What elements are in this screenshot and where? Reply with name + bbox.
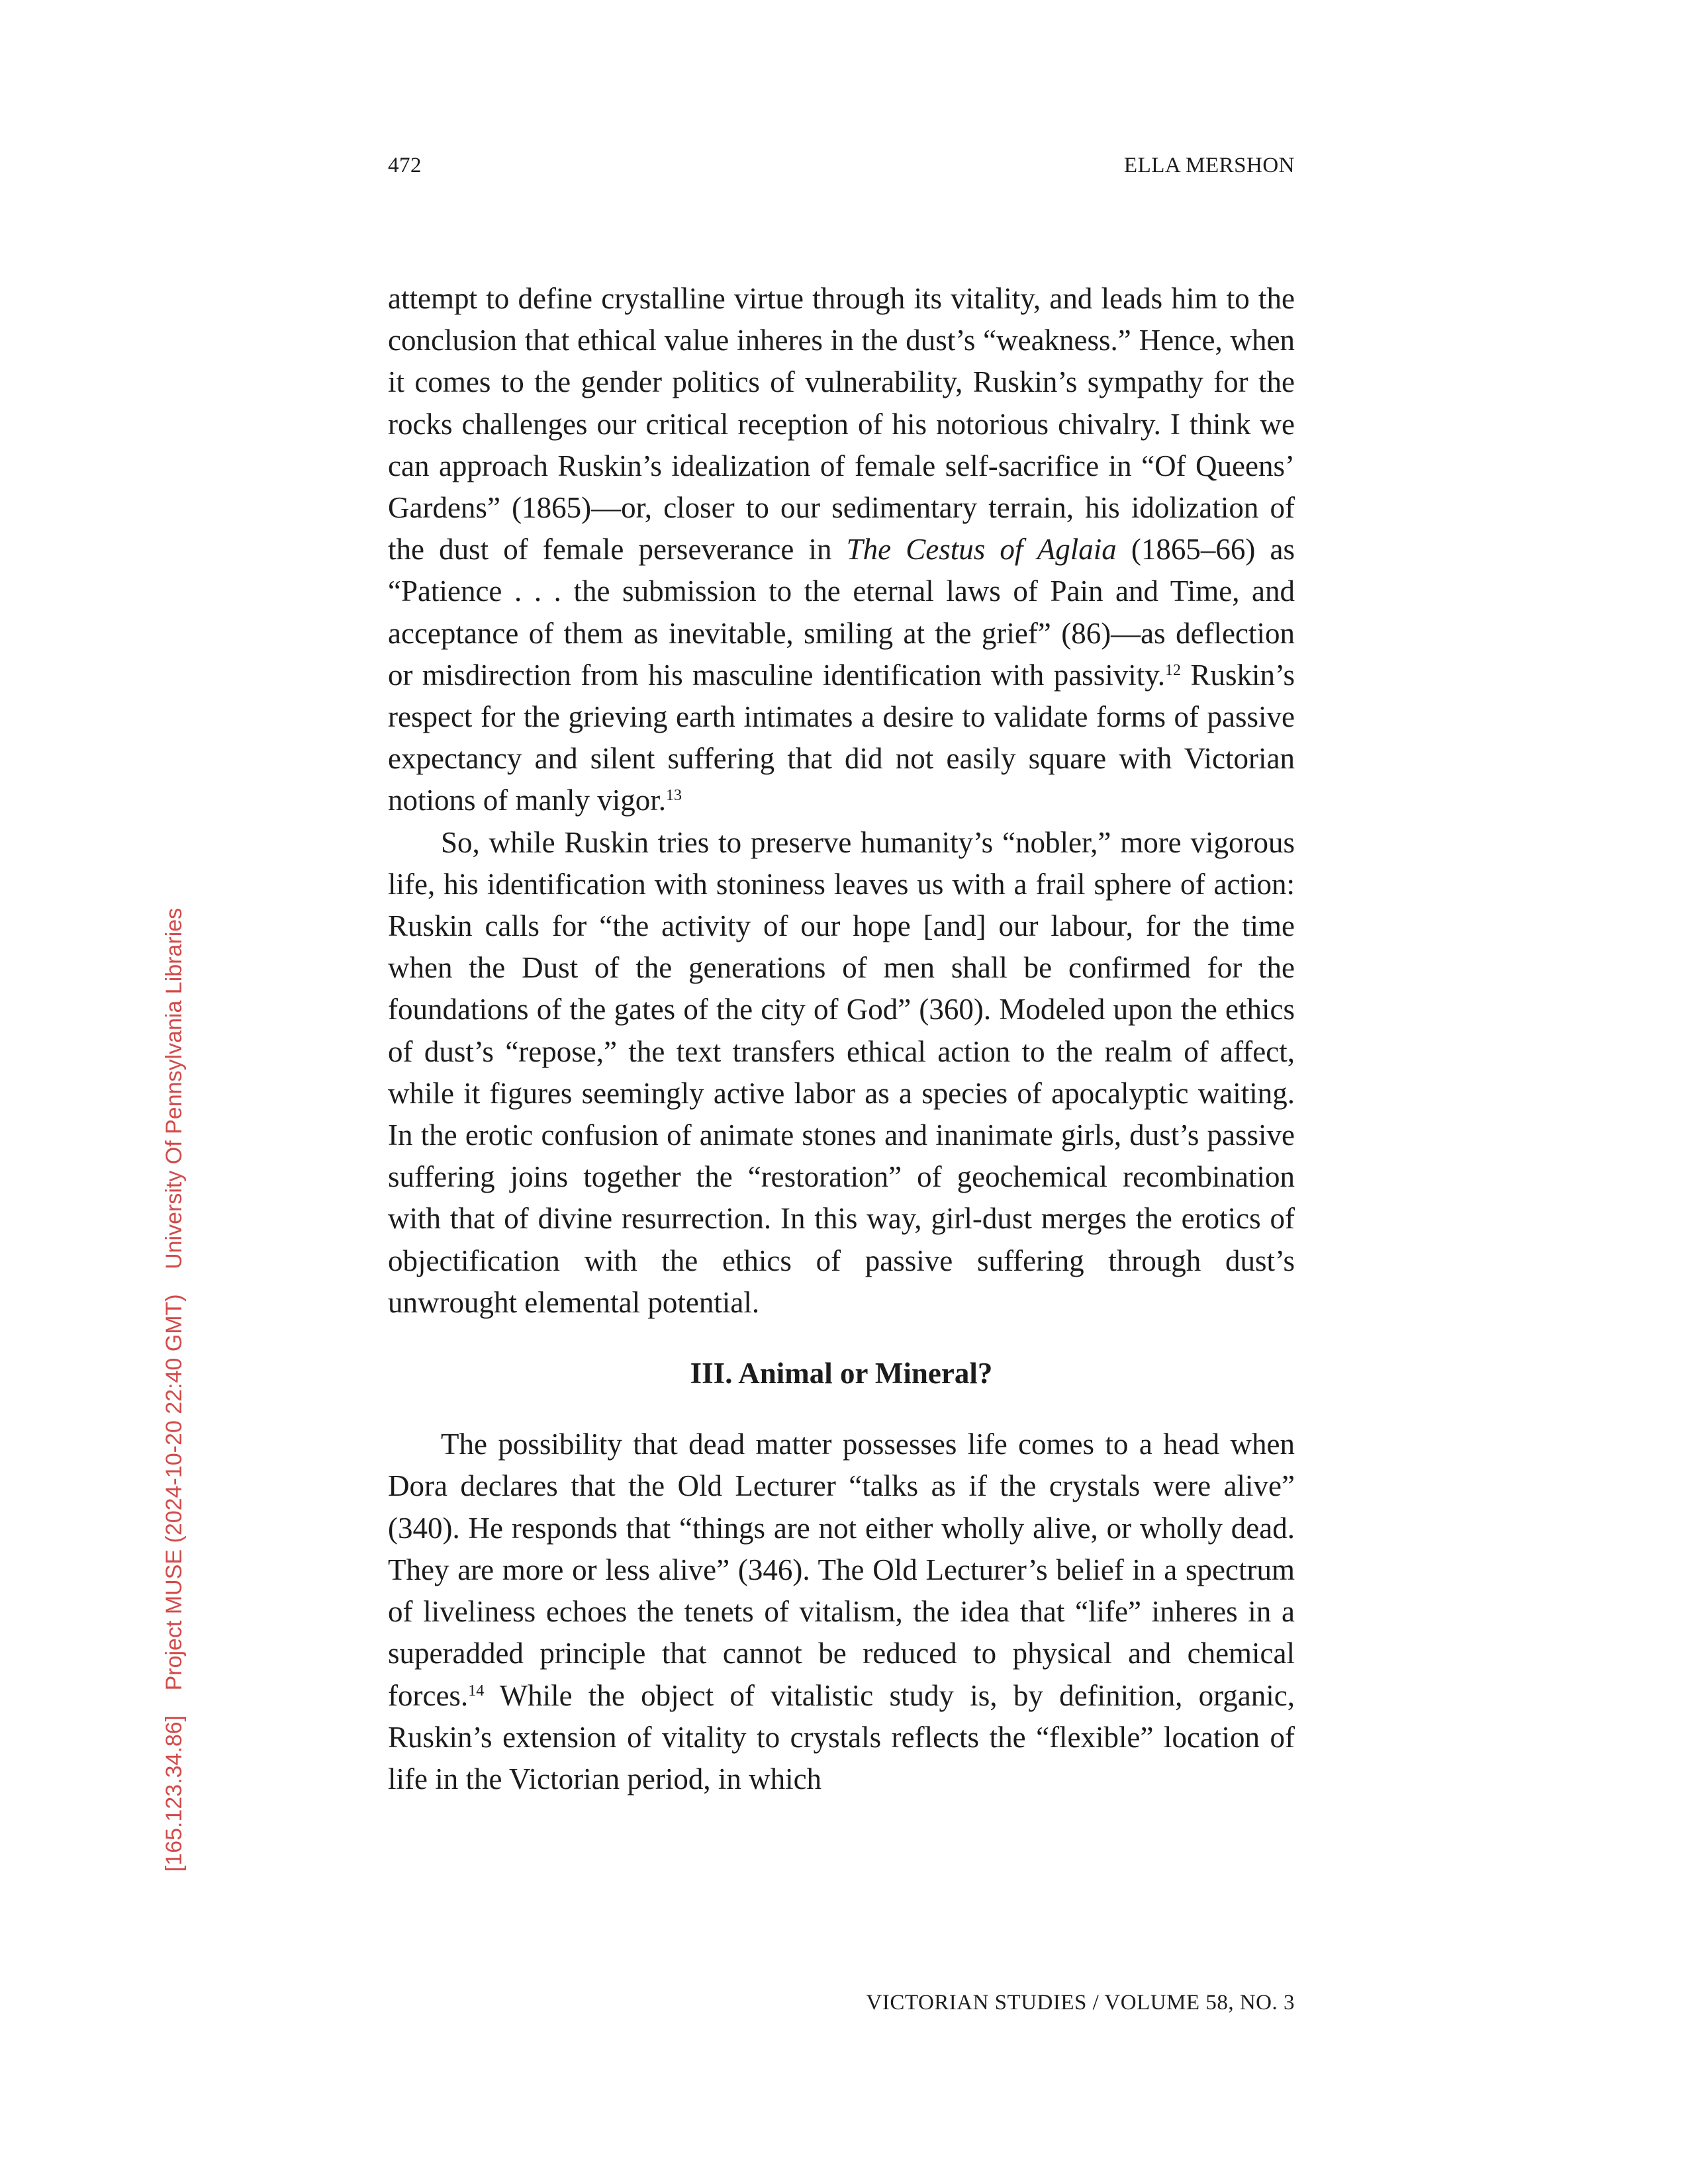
watermark-ip: [165.123.34.86] (162, 1715, 187, 1872)
footnote-ref-13[interactable]: 13 (666, 787, 682, 805)
running-head (388, 154, 1295, 187)
paragraph-text: attempt to define crystalline virtue through its vitality, and leads him to the conclusion that ethical value inheres in the dust’s “weakness.” Hence, when it comes to the gender politics of vulnerability, Ruskin’s sympathy for the rocks challenges our critical reception of his notorious chivalry. I think we can approach Ruskin’s idealization of female self-sacrifice in “Of Queens’ Gardens” (1865)—or, closer to our sedimentary terrain, his idolization of the dust of female perseverance in (388, 282, 1295, 567)
watermark-source: Project MUSE (2024-10-20 22:40 GMT) (162, 1294, 187, 1691)
paragraph-text: Ruskin’s respect for the grieving earth intimates a desire to validate forms of passive expectancy and silent suffering that did not easily square with Victorian notions of manly vigor. (388, 658, 1295, 817)
footnote-ref-14[interactable]: 14 (468, 1682, 485, 1700)
watermark-institution: University Of Pennsylvania Libraries (162, 907, 187, 1269)
book-title: The Cestus of Aglaia (846, 533, 1117, 567)
paragraph-text: While the object of vitalistic study is, by definition, organic, Ruskin’s extension of vitality to crystals reflects the “flexible” location of life in the Victorian period, in which (388, 1678, 1295, 1796)
download-watermark (162, 893, 191, 1886)
paragraph-text: (1865–66) as “Patience . . . the submission to the eternal laws of Pain and Time, and acceptance of them as inevitable, smiling at the grief” (86)—as deflection or misdirection from his masculine identification with passivity. (388, 533, 1295, 692)
paragraph-text: So, while Ruskin tries to preserve humanity’s “nobler,” more vigorous life, his identification with stoniness leaves us with a frail sphere of action: Ruskin calls for “the activity of our hope [and] our labour, for the time when the Dust of the generations of men shall be confirmed for the foundations of the gates of the city of God” (360). Modeled upon the ethics of dust’s “repose,” the text transfers ethical action to the realm of affect, while it figures seemingly active labor as a species of apocalyptic waiting. In the erotic confusion of animate stones and inanimate girls, dust’s passive suffering joins together the “restoration” of geochemical recombination with that of divine resurrection. In this way, girl-dust merges the erotics of objectification with the ethics of passive suffering through dust’s unwrought elemental potential. (388, 825, 1295, 1319)
running-footer: VICTORIAN STUDIES / VOLUME 58, NO. 3 (866, 1991, 1295, 2015)
page-number: 472 (388, 154, 422, 177)
paragraph (388, 822, 1295, 1324)
paragraph-text: The possibility that dead matter possesses life comes to a head when Dora declares that the Old Lecturer “talks as if the crystals were alive” (340). He responds that “things are not either wholly alive, or wholly dead. They are more or less alive” (346). The Old Lecturer’s belief in a spectrum of liveliness echoes the tenets of vitalism, the idea that “life” inheres in a superadded principle that cannot be reduced to physical and chemical forces. (388, 1428, 1295, 1712)
paragraph (388, 1424, 1295, 1800)
paragraph-continued (388, 278, 1295, 822)
running-head-author: ELLA MERSHON (1123, 154, 1295, 177)
footnote-ref-12[interactable]: 12 (1165, 661, 1182, 679)
body-text (388, 278, 1295, 1800)
section-heading: III. Animal or Mineral? (690, 1357, 993, 1390)
